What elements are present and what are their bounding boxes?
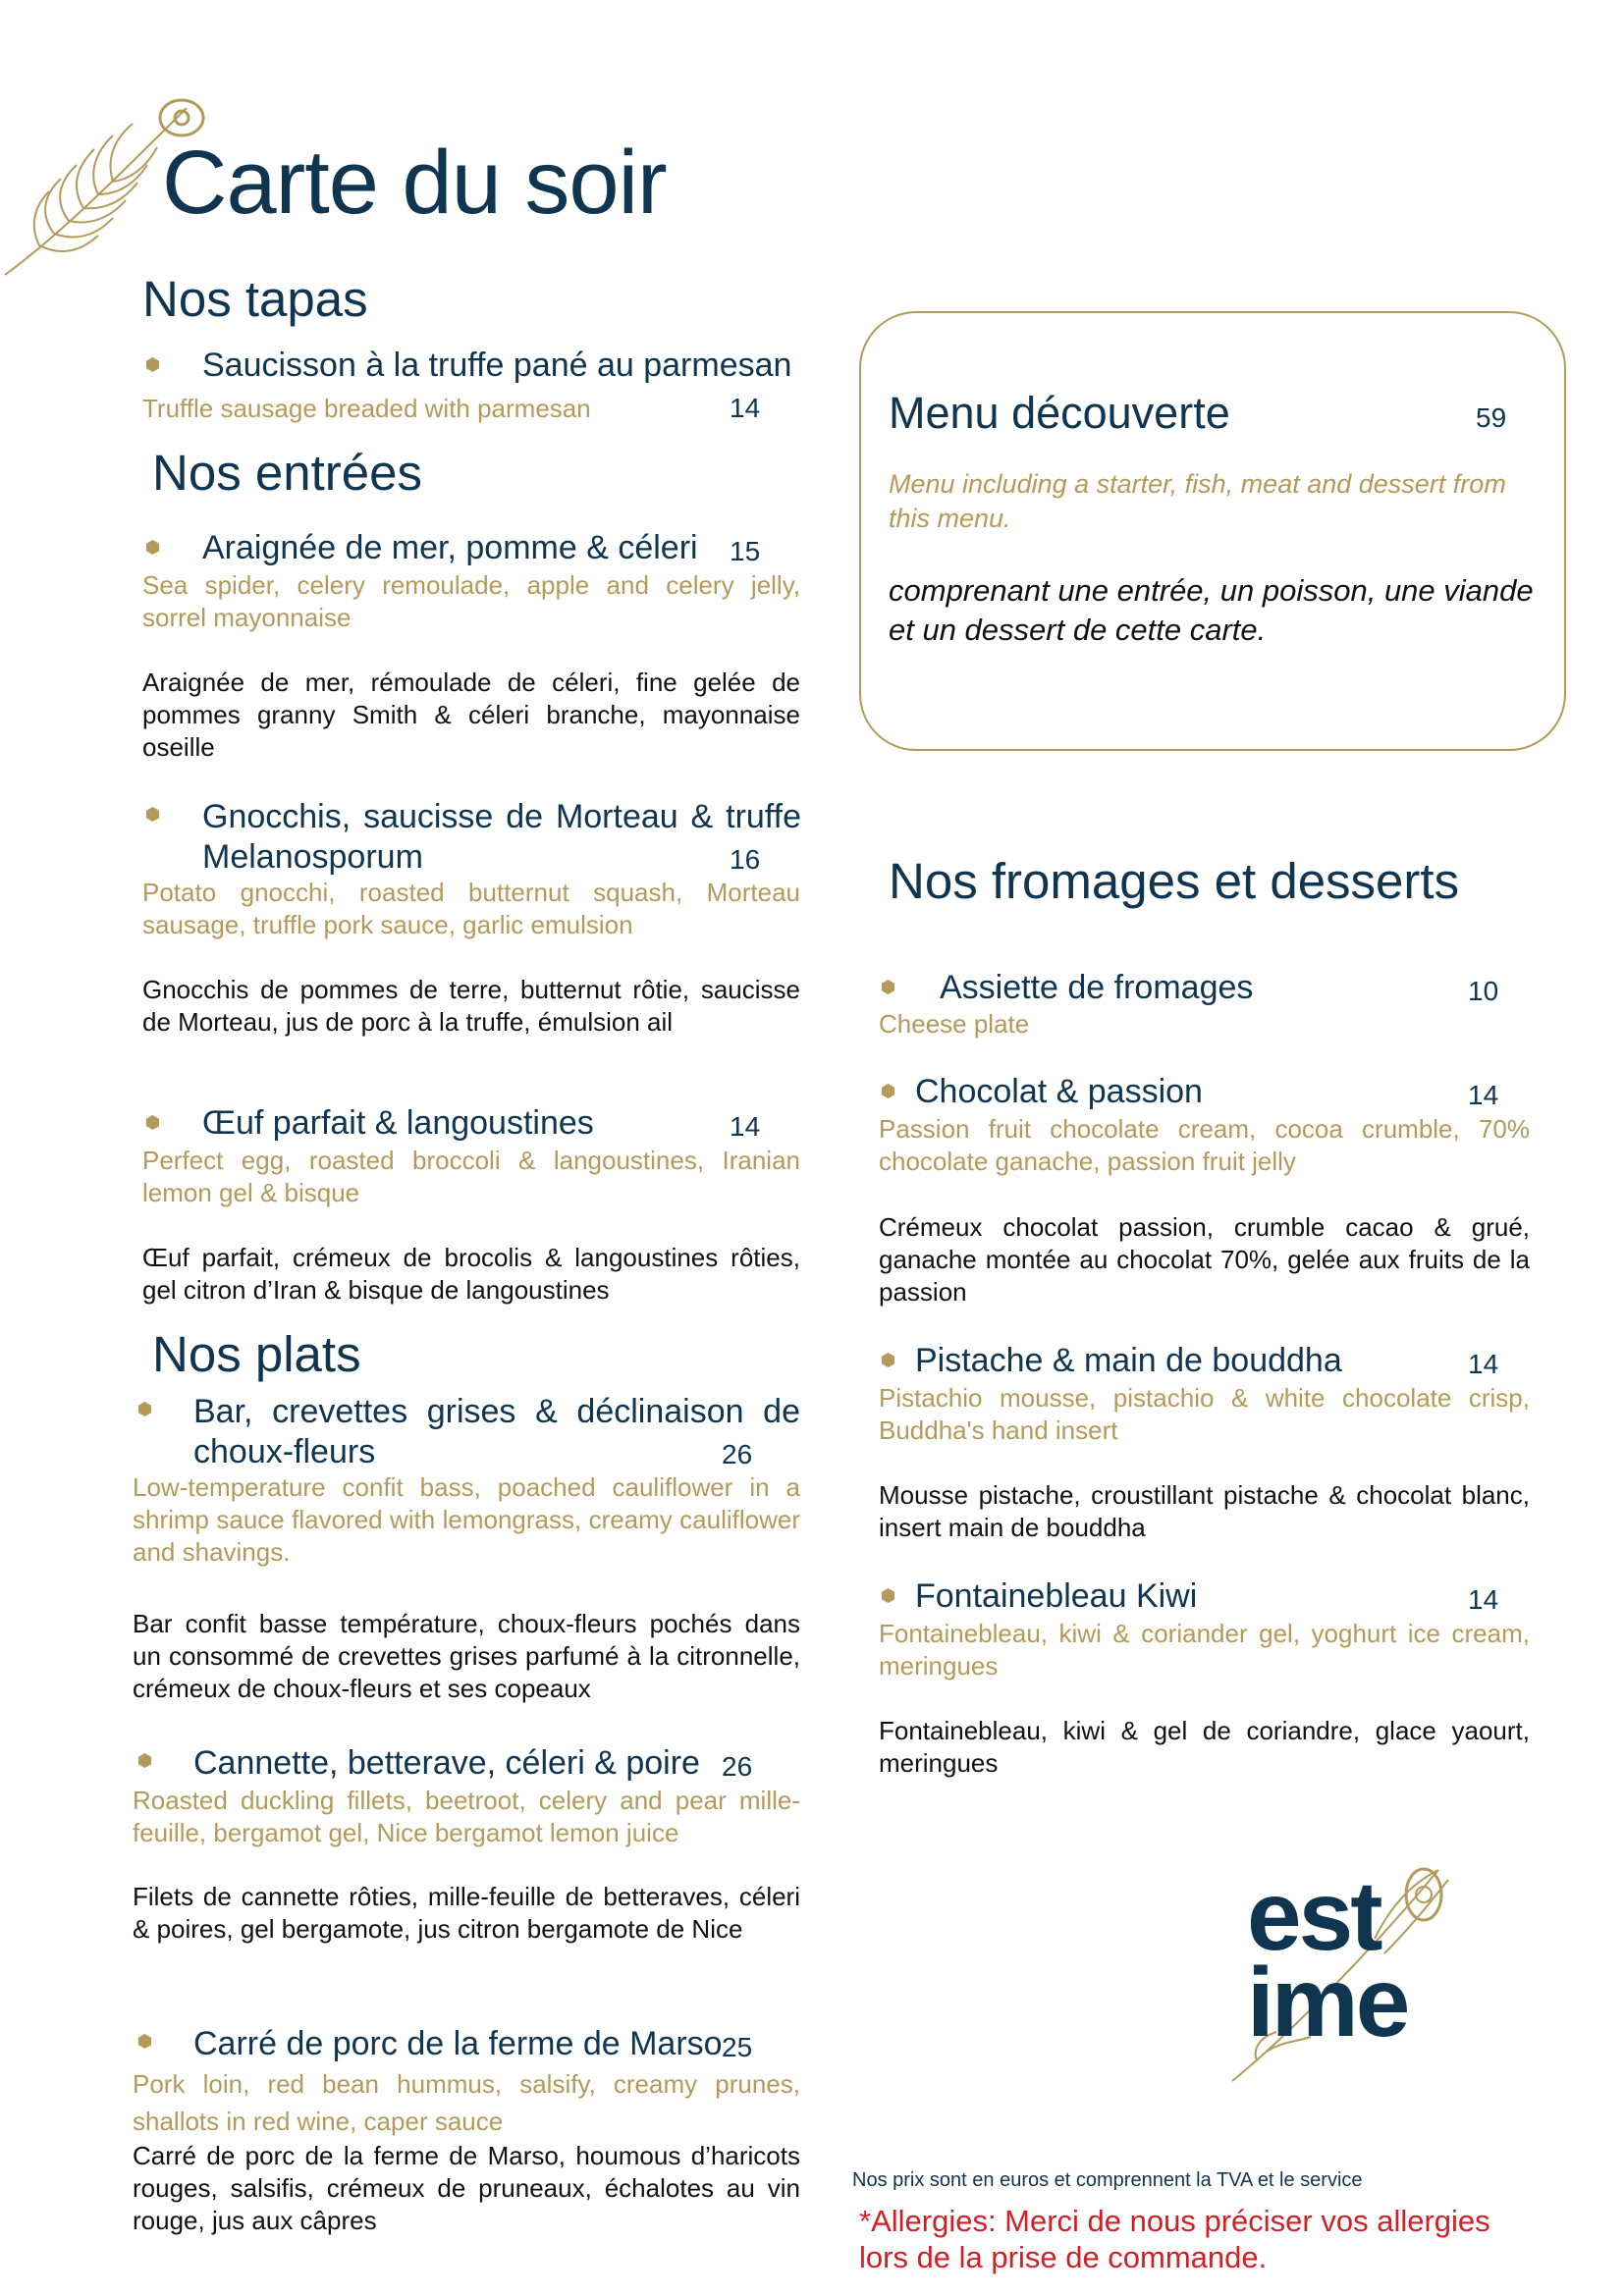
dish-english: Low-temperature confit bass, poached cauliflower in a shrimp sauce flavored with lemongrass, creamy cauliflower and shavings. xyxy=(133,1472,800,1567)
menu-decouverte-english: Menu including a starter, fish, meat and dessert from this menu. xyxy=(889,469,1506,533)
section-heading-entrees: Nos entrées xyxy=(152,445,422,501)
bullet-icon xyxy=(881,1353,895,1367)
allergy-line-1: *Allergies: Merci de nous préciser vos allergies xyxy=(859,2204,1490,2238)
dish-price: 14 xyxy=(730,1111,761,1142)
dish-french: Carré de porc de la ferme de Marso, houmous d’haricots rouges, salsifis, crémeux de pruneaux, échalotes au vin rouge, jus aux câpres xyxy=(133,2141,800,2235)
dish-english: Sea spider, celery remoulade, apple and celery jelly, sorrel mayonnaise xyxy=(142,570,800,632)
dish-english: Fontainebleau, kiwi & coriander gel, yoghurt ice cream, meringues xyxy=(879,1619,1530,1681)
dish-name: Araignée de mer, pomme & céleri xyxy=(202,529,698,566)
bullet-icon xyxy=(881,980,895,994)
restaurant-logo xyxy=(1227,1850,1483,2086)
menu-decouverte-price: 59 xyxy=(1476,402,1507,433)
dish-price: 14 xyxy=(730,393,761,423)
dish-english: Passion fruit chocolate cream, cocoa crumble, 70% chocolate ganache, passion fruit jelly xyxy=(879,1114,1530,1176)
dish-english: Cheese plate xyxy=(879,1009,1030,1039)
dish-name: Bar, crevettes grises & déclinaison de choux-fleurs xyxy=(193,1393,800,1470)
dish-english: Pistachio mousse, pistachio & white chocolate crisp, Buddha's hand insert xyxy=(879,1383,1530,1445)
section-heading-tapas: Nos tapas xyxy=(142,271,368,327)
section-heading-desserts: Nos fromages et desserts xyxy=(889,853,1460,909)
dish-english: Truffle sausage breaded with parmesan xyxy=(142,394,591,423)
dish-name: Chocolat & passion xyxy=(915,1073,1203,1110)
page-title: Carte du soir xyxy=(162,133,667,233)
bullet-icon xyxy=(881,1588,895,1603)
dish-price: 25 xyxy=(722,2032,753,2062)
dish-french: Crémeux chocolat passion, crumble cacao & grué, ganache montée au chocolat 70%, gelée aux fruits de la passion xyxy=(879,1212,1530,1307)
dish-name: Assiette de fromages xyxy=(940,969,1254,1006)
dish-name: Pistache & main de bouddha xyxy=(915,1342,1342,1379)
dish-price: 26 xyxy=(722,1439,753,1469)
logo-text-bottom: ime xyxy=(1247,1948,1408,2057)
dish-name: Saucisson à la truffe pané au parmesan xyxy=(202,347,792,384)
bullet-icon xyxy=(145,540,160,555)
menu-decouverte-french: comprenant une entrée, un poisson, une viande et un dessert de cette carte. xyxy=(889,573,1534,647)
logo-text-top: est xyxy=(1247,1861,1380,1971)
bullet-icon xyxy=(145,1115,160,1130)
bullet-icon xyxy=(145,807,160,822)
dish-price: 14 xyxy=(1468,1080,1499,1110)
dish-english: Roasted duckling fillets, beetroot, celery and pear mille-feuille, bergamot gel, Nice bergamot lemon juice xyxy=(133,1786,800,1847)
bullet-icon xyxy=(137,1402,152,1416)
prices-note: Nos prix sont en euros et comprennent la TVA et le service xyxy=(852,2169,1363,2191)
bullet-icon xyxy=(137,1753,152,1768)
dish-french: Fontainebleau, kiwi & gel de coriandre, glace yaourt, meringues xyxy=(879,1716,1530,1778)
dish-english: Potato gnocchi, roasted butternut squash, Morteau sausage, truffle pork sauce, garlic emulsion xyxy=(142,878,800,939)
dish-name: Carré de porc de la ferme de Marso xyxy=(193,2025,723,2062)
dish-name: Fontainebleau Kiwi xyxy=(915,1577,1198,1615)
dish-price: 15 xyxy=(730,536,761,566)
dish-price: 14 xyxy=(1468,1349,1499,1379)
dish-english: Pork loin, red bean hummus, salsify, creamy prunes, shallots in red wine, caper sauce xyxy=(133,2069,800,2136)
dish-name: Œuf parfait & langoustines xyxy=(202,1104,594,1142)
dish-price: 10 xyxy=(1468,976,1499,1006)
bullet-icon xyxy=(881,1084,895,1098)
section-heading-plats: Nos plats xyxy=(152,1326,361,1382)
dish-french: Filets de cannette rôties, mille-feuille de betteraves, céleri & poires, gel bergamote, jus citron bergamote de Nice xyxy=(133,1882,800,1944)
dish-price: 26 xyxy=(722,1751,753,1782)
bullet-icon xyxy=(137,2034,152,2049)
dish-french: Gnocchis de pommes de terre, butternut rôtie, saucisse de Morteau, jus de porc à la truffe, émulsion ail xyxy=(142,975,800,1037)
dish-price: 16 xyxy=(730,844,761,875)
dish-french: Araignée de mer, rémoulade de céleri, fine gelée de pommes granny Smith & céleri branche, mayonnaise oseille xyxy=(142,667,800,762)
dish-price: 14 xyxy=(1468,1584,1499,1615)
dish-french: Bar confit basse température, choux-fleurs pochés dans un consommé de crevettes grises parfumé à la citronnelle, crémeux de choux-fleurs et ses copeaux xyxy=(133,1609,800,1703)
allergy-line-2: lors de la prise de commande. xyxy=(859,2240,1268,2274)
dish-french: Mousse pistache, croustillant pistache & chocolat blanc, insert main de bouddha xyxy=(879,1480,1530,1542)
dish-french: Œuf parfait, crémeux de brocolis & langoustines rôties, gel citron d’Iran & bisque de langoustines xyxy=(142,1243,800,1305)
dish-name: Gnocchis, saucisse de Morteau & truffe Melanosporum xyxy=(202,798,801,876)
bullet-icon xyxy=(145,357,160,372)
dish-english: Perfect egg, roasted broccoli & langoustines, Iranian lemon gel & bisque xyxy=(142,1146,800,1207)
menu-decouverte-title: Menu découverte xyxy=(889,388,1230,438)
dish-name: Cannette, betterave, céleri & poire xyxy=(193,1744,700,1782)
